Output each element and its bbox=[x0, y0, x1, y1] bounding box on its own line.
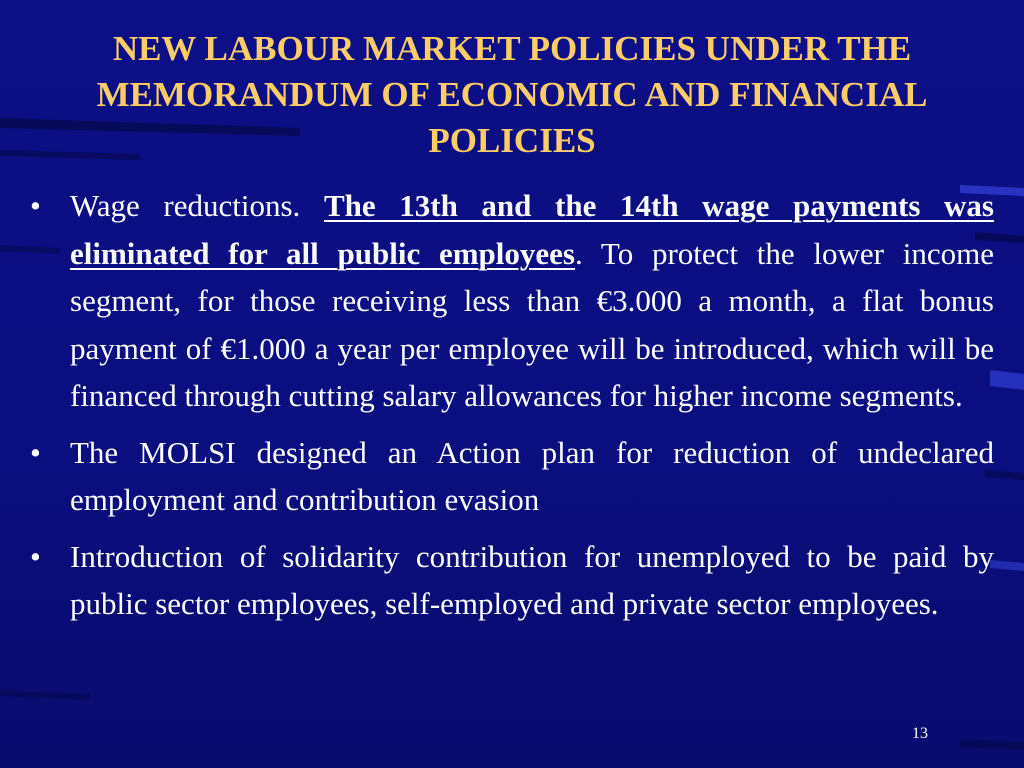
bullet-dot-icon: • bbox=[30, 538, 41, 574]
bullet-item-wage-reductions bbox=[30, 182, 994, 420]
stripe bbox=[0, 690, 90, 700]
bullet-dot-icon: • bbox=[30, 188, 41, 223]
slide-page-number: 13 bbox=[912, 725, 928, 742]
title-line: POLICIES bbox=[428, 121, 596, 160]
bullet-emphasis-text: The 13th and the 14th wage payments was eliminated for all public employees bbox=[70, 188, 994, 271]
bullet-item-solidarity-contribution bbox=[30, 533, 994, 628]
bullet-lead-text: Wage reductions. bbox=[70, 188, 324, 223]
title-line: NEW LABOUR MARKET POLICIES UNDER THE bbox=[112, 29, 912, 68]
bullet-text: Introduction of solidarity contribution for unemployed to be paid by public sector employees, self-employed and private sector employees. bbox=[70, 538, 994, 621]
bullet-dot-icon: • bbox=[30, 434, 41, 470]
bullet-list bbox=[30, 182, 994, 637]
stripe bbox=[960, 740, 1024, 750]
title-line: MEMORANDUM OF ECONOMIC AND FINANCIAL bbox=[96, 75, 928, 114]
bullet-text: The MOLSI designed an Action plan for reduction of undeclared employment and contribution evasion bbox=[70, 434, 994, 517]
bullet-item-action-plan bbox=[30, 429, 994, 524]
bullet-rest-text: . To protect the lower income segment, for those receiving less than €3.000 a month, a flat bonus payment of €1.000 a year per employee will be introduced, which will be financed through cutting salary allowances for higher income segments. bbox=[70, 235, 994, 413]
stripe bbox=[990, 560, 1024, 571]
stripe bbox=[990, 370, 1024, 390]
slide-title bbox=[30, 26, 994, 164]
